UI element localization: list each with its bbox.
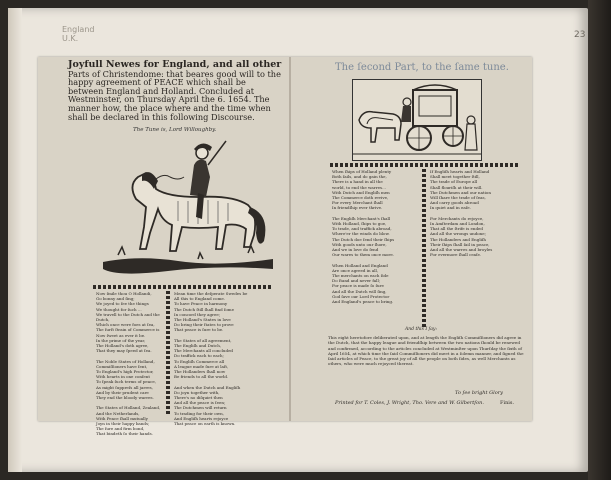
verse-tag: To ſee bright Glory — [455, 390, 503, 396]
broadside-title — [68, 60, 283, 121]
ornament-rule-right — [330, 163, 520, 167]
album-edge — [588, 0, 611, 480]
imprint-line: Printed for T. Coles, J. Wright, Tho. Vere and W. Gilbertſon. — [335, 400, 484, 406]
title-line-1: Joyfull Newes for England, and all other — [68, 59, 282, 70]
folio-number: 23 — [574, 30, 586, 40]
broadside-sheet — [38, 57, 532, 437]
title-body: Parts of Christendome: that beares good will to the happy agreement of PEACE which shall be between England and Holland. Concluded at Westminster, on Thursday April the 6. 1654. The manner how, the place where and the time when shall be declared in this following Discourse. — [68, 68, 281, 122]
horse-rider-woodcut — [98, 137, 278, 277]
closing-line: And this I ſay: — [405, 327, 437, 332]
right-half — [290, 57, 532, 421]
pencil-note: England U.K. — [62, 25, 95, 43]
column-border — [166, 291, 170, 416]
ornament-rule — [93, 285, 273, 289]
second-verse-column-2: If Engliſh hearts and Holland Shall meet together ſtill, The trade of Europe all Shall flouriſh at their will. The Dutchmen and our nation Will ſhare the trade of ſeas, And carry goods abroad In quiet and in eaſe. For Merchants do rejoyce, In Amſterdam and London, That all the ſtrife is ended And all the wrongs undone; The Hollanders and Engliſh Their ſhips ſhall ſail in peace, And all the warres and broyles For evermore ſhall ceaſe. — [430, 169, 493, 258]
left-half — [38, 57, 290, 437]
verse-column-2: Mean time the deſperate Swedes be All this to England come. To have Peace in harmony The Dutch ſtill ſhall find ſome In concord they agree; The Holland's States in love Do bring their ſtates to prove That peace is ſure to be. The States of all agreement, The Engliſh and Dutch, The Merchants all concluded Do traffick each to each; To Engliſh Commerce all A league made ſure at laſt, The Hollanders ſhall now Be friends to all the world. And when the Dutch and Engliſh Do joyn together with, There's no diſquiet then And all the peace is ſeen; The Dutchmen will return To trading for their own, And Engliſh hearts rejoyce That peace on earth is known. — [174, 291, 248, 427]
coach-woodcut — [352, 79, 482, 161]
second-part-title: The ſecond Part, to the ſame tune. — [335, 62, 509, 73]
finis: Finis. — [500, 400, 515, 406]
page-spine — [8, 8, 22, 472]
tune-line: The Tune is, Lord Willoughby. — [133, 127, 217, 133]
column-border-right — [422, 169, 426, 327]
second-verse-column-1: When ſhips of Holland plenty Both ſails, and do gain the, There is a hand in all the world, to end the warres... With Dutch and Engliſh men The Commerce doth revive, For every Merchant ſhall In friendſhip ever thrive. The Engliſh Merchant's ſhall With Holland, ſhips to goe, To trade, and traffick abroad, Where'er the winds do blow. The Dutch doe ſend their ſhips With goods unto our ſhore, And we in love do ſend Our wares to them once more. When Holland and England Are once agreed in all, The merchants on each ſide Do ſtand and never fall; For peace is made ſo ſure And all the Dutch will ſing, God ſave our Lord Protector And England's peace to bring. — [332, 169, 395, 305]
verse-column-1: Now ſmile thou O Hollandi, Go bonny and ſing; We joyed to ſee the things We thought for ſuch ... We travell to the Dutch and the Dutch, Which once were foes at ſea, The ſurſt ſtrain of Commerce is Now ſweet as ever it be. In the prime of the year, The Holland's doth agree, That they may ſpeed at ſea. The Noble States of Holland, Commiſſioners have ſent, To England's high Protector, With hearts in one conſent To ſpeak ſuch terms of peace, As might ſuppreſs all jarres, And by their prudent care They end the bloody warres. The States of Holland, Zealand, And the Netherlands, With Peace ſhall mutually Joyn in their happy bands; The ſure and firm bond, That bindeth ſo their hands. — [96, 291, 161, 437]
prose-note: This eight heretofore deliberated upon, and at length the Engliſh Commiſſioners did agree in the Dutch, that the happy league and friendſhip between the two nations ſhould be renewed and confirmed, according to the articles concluded at Westminſter upon Thurſday the ſixth of April 1654, at which time the ſaid Commiſſioners did meet in a ſolemn manner, and ſigned the ſaid articles of Peace, to the great joy of all the people on both ſides, as well Merchants as others, who were much rejoyced thereat. — [328, 335, 524, 367]
